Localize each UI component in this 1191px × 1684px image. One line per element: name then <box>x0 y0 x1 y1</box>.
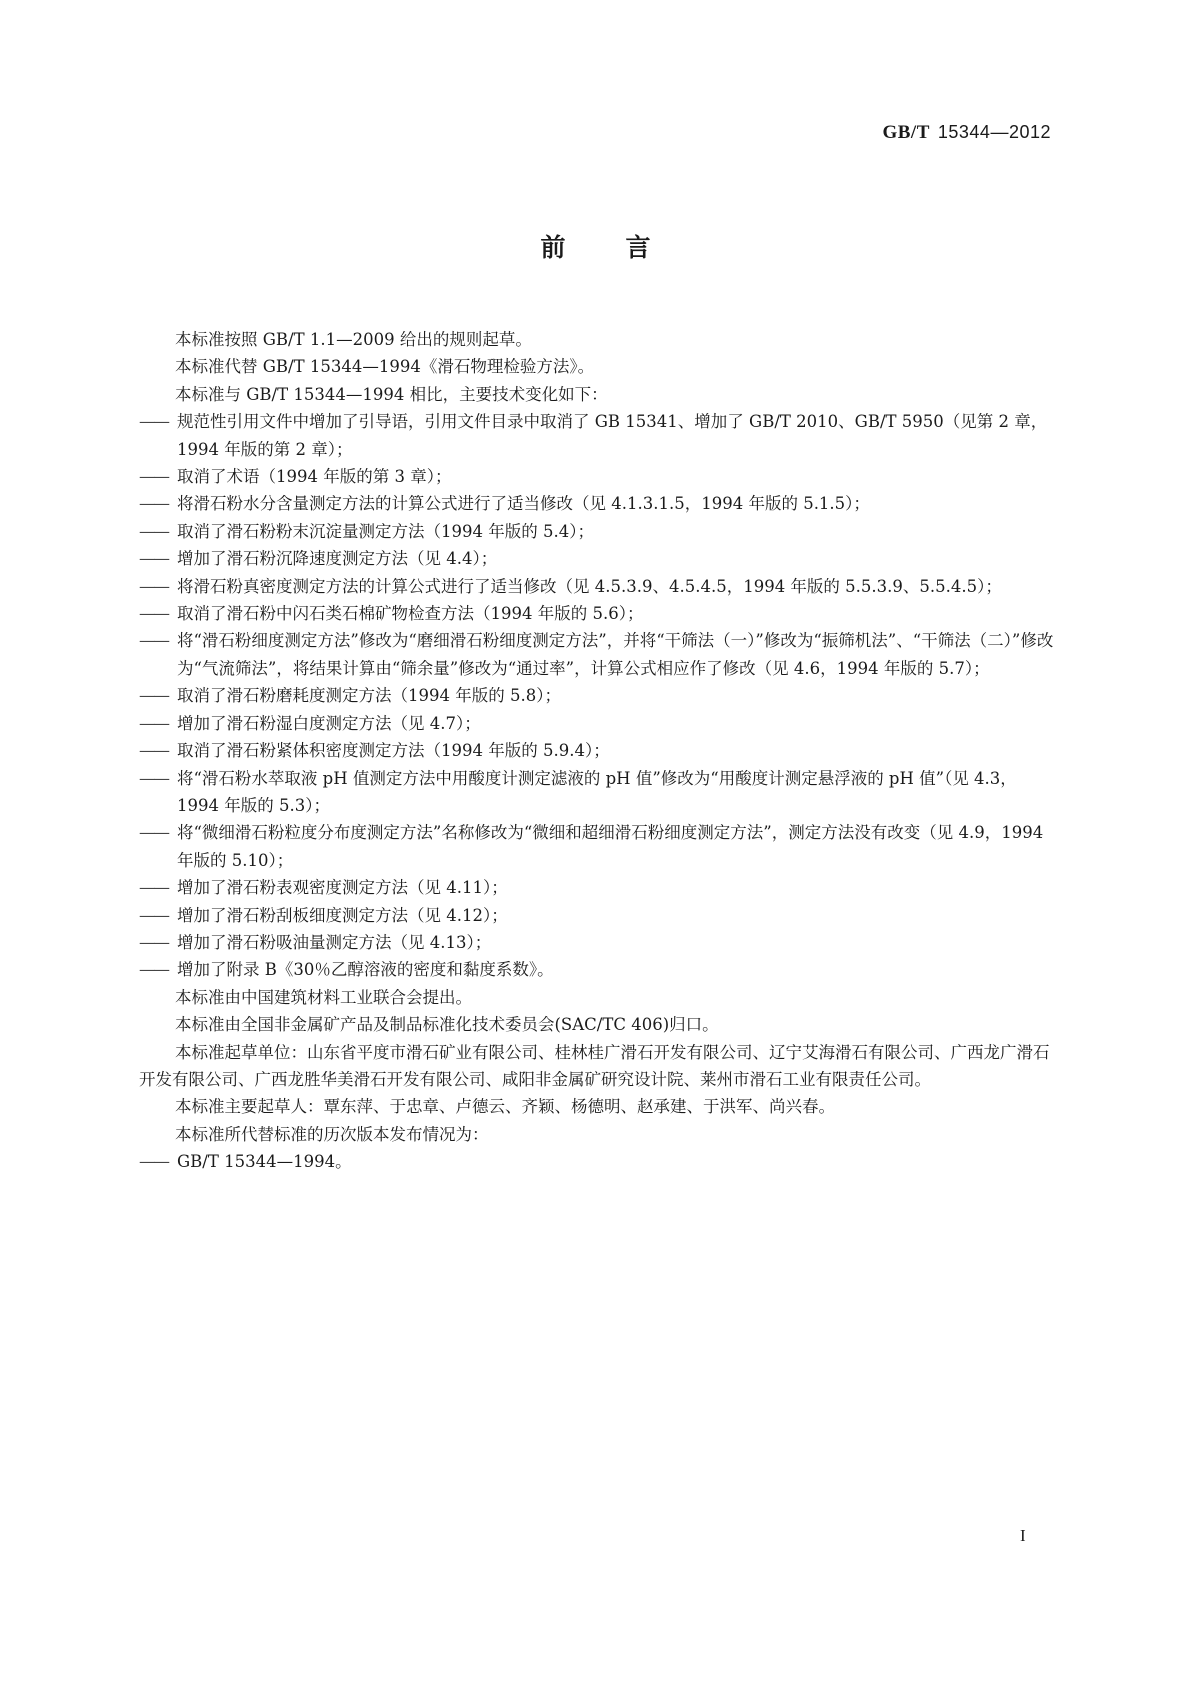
history-list <box>139 1148 1055 1175</box>
standard-code <box>882 122 1051 144</box>
standard-number: 15344—2012 <box>937 122 1051 142</box>
dash-marker: —— <box>139 713 168 733</box>
intro-paragraph: 本标准与 GB/T 15344—1994 相比，主要技术变化如下： <box>175 384 608 404</box>
drafters-paragraph: 本标准主要起草人：覃东萍、于忠章、卢德云、齐颖、杨德明、赵承建、于洪军、尚兴春。 <box>175 1097 835 1117</box>
change-item: —— 取消了滑石粉中闪石类石棉矿物检查方法（1994 年版的 5.6）； <box>139 600 1055 627</box>
dash-marker: —— <box>139 631 168 651</box>
page-title: 前言 <box>540 233 711 262</box>
dash-marker: —— <box>139 741 168 761</box>
committee-paragraph: 本标准由全国非金属矿产品及制品标准化技术委员会(SAC/TC 406)归口。 <box>175 1015 719 1035</box>
change-item: —— 增加了滑石粉湿白度测定方法（见 4.7）； <box>139 710 1055 737</box>
dash-marker: —— <box>139 467 168 487</box>
dash-marker: —— <box>139 823 168 843</box>
change-item: —— 取消了滑石粉磨耗度测定方法（1994 年版的 5.8）； <box>139 682 1055 709</box>
dash-marker: —— <box>139 686 168 706</box>
change-item: —— 取消了滑石粉粉末沉淀量测定方法（1994 年版的 5.4）； <box>139 518 1055 545</box>
dash-marker: —— <box>139 576 168 596</box>
dash-marker: —— <box>139 549 168 569</box>
change-item: —— 取消了术语（1994 年版的第 3 章）； <box>139 463 1055 490</box>
history-heading: 本标准所代替标准的历次版本发布情况为： <box>175 1124 489 1144</box>
standard-prefix: GB/T <box>882 122 930 143</box>
intro-paragraph: 本标准代替 GB/T 15344—1994《滑石物理检验方法》。 <box>175 357 595 377</box>
proposer-paragraph: 本标准由中国建筑材料工业联合会提出。 <box>175 987 472 1007</box>
intro-paragraph: 本标准按照 GB/T 1.1—2009 给出的规则起草。 <box>175 330 532 349</box>
dash-marker: —— <box>139 412 168 432</box>
change-item: —— 将滑石粉水分含量测定方法的计算公式进行了适当修改（见 4.1.3.1.5，1994 年版的 5.1.5）； <box>139 490 1055 517</box>
dash-marker: —— <box>139 768 168 788</box>
changes-list <box>139 408 1055 984</box>
change-item: —— 将“滑石粉水萃取液 pH 值测定方法中用酸度计测定滤液的 pH 值”修改为“用酸度计测定悬浮液的 pH 值”（见 4.3，1994 年版的 5.3）； <box>139 765 1055 820</box>
foreword-body <box>139 326 1055 1176</box>
drafting-units-paragraph: 本标准起草单位：山东省平度市滑石矿业有限公司、桂林桂广滑石开发有限公司、辽宁艾海滑石有限公司、广西龙广滑石开发有限公司、广西龙胜华美滑石开发有限公司、咸阳非金属矿研究设计院、莱州市滑石工业有限责任公司。 <box>139 1042 1050 1089</box>
dash-marker: —— <box>139 521 168 541</box>
change-item: —— 增加了滑石粉吸油量测定方法（见 4.13）； <box>139 929 1055 956</box>
change-item: —— 规范性引用文件中增加了引导语，引用文件目录中取消了 GB 15341、增加了 GB/T 2010、GB/T 5950（见第 2 章，1994 年版的第 2 章）； <box>139 408 1055 463</box>
dash-marker: —— <box>139 905 168 925</box>
change-item: —— 将滑石粉真密度测定方法的计算公式进行了适当修改（见 4.5.3.9、4.5.4.5，1994 年版的 5.5.3.9、5.5.4.5）； <box>139 573 1055 600</box>
change-item: —— 增加了附录 B《30％乙醇溶液的密度和黏度系数》。 <box>139 956 1055 983</box>
dash-marker: —— <box>139 932 168 952</box>
change-item: —— 取消了滑石粉紧体积密度测定方法（1994 年版的 5.9.4）； <box>139 737 1055 764</box>
change-item: —— 将“滑石粉细度测定方法”修改为“磨细滑石粉细度测定方法”，并将“干筛法（一）”修改为“振筛机法”、“干筛法（二）”修改为“气流筛法”，将结果计算由“筛余量”修改为“通过率”，计算公式相应作了修改（见 4.6，1994 年版的 5.7）； <box>139 627 1055 682</box>
change-item: —— 增加了滑石粉表观密度测定方法（见 4.11）； <box>139 874 1055 901</box>
page-number: I <box>1020 1526 1026 1545</box>
change-item: —— 将“微细滑石粉粒度分布度测定方法”名称修改为“微细和超细滑石粉细度测定方法”，测定方法没有改变（见 4.9，1994 年版的 5.10）； <box>139 819 1055 874</box>
dash-marker: —— <box>139 494 168 514</box>
dash-marker: —— <box>139 604 168 624</box>
dash-marker: —— <box>139 1152 168 1172</box>
change-item: —— 增加了滑石粉刮板细度测定方法（见 4.12）； <box>139 902 1055 929</box>
history-item: —— GB/T 15344—1994。 <box>139 1148 1055 1175</box>
change-item: —— 增加了滑石粉沉降速度测定方法（见 4.4）； <box>139 545 1055 572</box>
dash-marker: —— <box>139 878 168 898</box>
dash-marker: —— <box>139 960 168 980</box>
